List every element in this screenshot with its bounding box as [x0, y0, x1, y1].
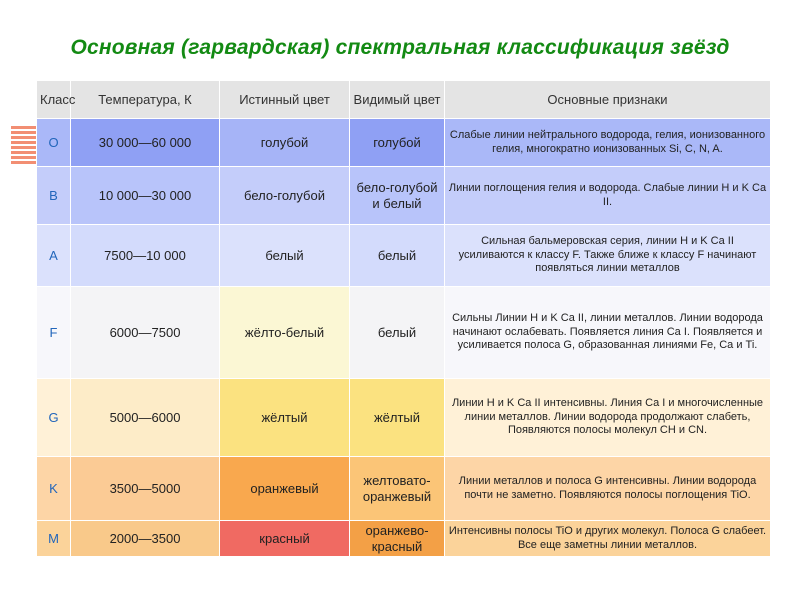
features-cell: Линии H и K Ca II интенсивны. Линия Ca I и многочисленные линии металлов. Линии водорода продолжают слабеть, Появляются полосы молекул CH и CN.	[445, 379, 771, 457]
temperature-cell: 2000—3500	[71, 521, 220, 557]
header-class: Класс	[37, 81, 71, 119]
class-cell: O	[37, 119, 71, 167]
spectral-class-table	[36, 80, 771, 557]
true-color-cell: красный	[220, 521, 350, 557]
true-color-cell: белый	[220, 225, 350, 287]
features-cell: Линии металлов и полоса G интенсивны. Линии водорода почти не заметно. Появляются полосы поглощения TiO.	[445, 457, 771, 521]
visible-color-cell: желтовато-оранжевый	[350, 457, 445, 521]
features-cell: Сильны Линии H и K Ca II, линии металлов. Линии водорода начинают ослабевать. Появляется линия Ca I. Появляется и усиливается полоса G, образованная линиями Fe, Ca и Ti.	[445, 287, 771, 379]
temperature-cell: 5000—6000	[71, 379, 220, 457]
temperature-cell: 30 000—60 000	[71, 119, 220, 167]
class-cell: M	[37, 521, 71, 557]
table-row	[37, 167, 771, 225]
features-cell: Линии поглощения гелия и водорода. Слабые линии H и K Ca II.	[445, 167, 771, 225]
true-color-cell: бело-голубой	[220, 167, 350, 225]
class-cell: K	[37, 457, 71, 521]
features-cell: Сильная бальмеровская серия, линии H и K Ca II усиливаются к классу F. Также ближе к классу F начинают появляться линии металлов	[445, 225, 771, 287]
table-row	[37, 287, 771, 379]
table-header-row	[37, 81, 771, 119]
temperature-cell: 3500—5000	[71, 457, 220, 521]
true-color-cell: жёлто-белый	[220, 287, 350, 379]
visible-color-cell: жёлтый	[350, 379, 445, 457]
header-features: Основные признаки	[445, 81, 771, 119]
features-cell: Слабые линии нейтрального водорода, гелия, ионизованного гелия, многократно ионизованных Si, C, N, A.	[445, 119, 771, 167]
header-temperature: Температура, К	[71, 81, 220, 119]
table-row	[37, 521, 771, 557]
temperature-cell: 7500—10 000	[71, 225, 220, 287]
visible-color-cell: бело-голубой и белый	[350, 167, 445, 225]
table-row	[37, 457, 771, 521]
features-cell: Интенсивны полосы TiO и других молекул. Полоса G слабеет. Все еще заметны линии металлов.	[445, 521, 771, 557]
class-cell: B	[37, 167, 71, 225]
visible-color-cell: белый	[350, 225, 445, 287]
table-row	[37, 379, 771, 457]
class-cell: A	[37, 225, 71, 287]
page-title: Основная (гарвардская) спектральная классификация звёзд	[70, 36, 730, 59]
true-color-cell: жёлтый	[220, 379, 350, 457]
table-row	[37, 225, 771, 287]
visible-color-cell: белый	[350, 287, 445, 379]
class-cell: G	[37, 379, 71, 457]
decorative-stripes	[11, 126, 37, 164]
visible-color-cell: голубой	[350, 119, 445, 167]
header-visible-color: Видимый цвет	[350, 81, 445, 119]
class-cell: F	[37, 287, 71, 379]
true-color-cell: оранжевый	[220, 457, 350, 521]
visible-color-cell: оранжево-красный	[350, 521, 445, 557]
table-row	[37, 119, 771, 167]
header-true-color: Истинный цвет	[220, 81, 350, 119]
temperature-cell: 10 000—30 000	[71, 167, 220, 225]
true-color-cell: голубой	[220, 119, 350, 167]
temperature-cell: 6000—7500	[71, 287, 220, 379]
